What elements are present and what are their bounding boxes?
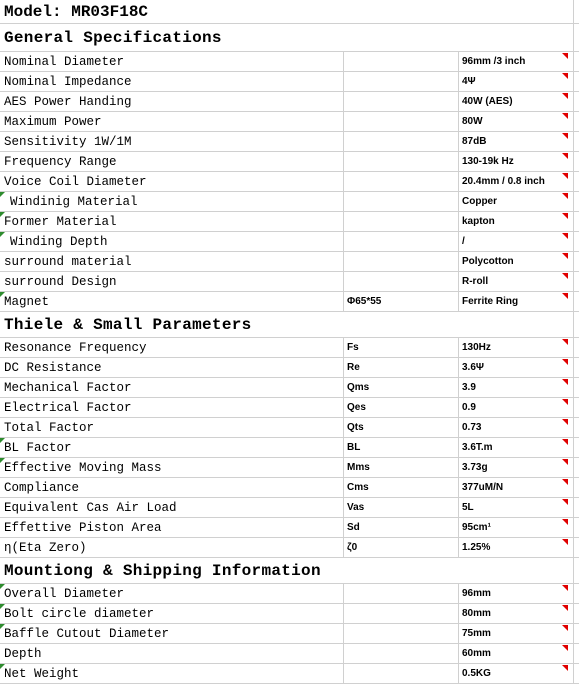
comment-marker-green-icon: [0, 232, 5, 237]
param-label: Resonance Frequency: [0, 338, 344, 357]
param-value: 60mm: [459, 644, 574, 663]
param-label: Maximum Power: [0, 112, 344, 131]
section-title: Mountiong & Shipping Information: [0, 558, 574, 583]
param-symbol: [344, 112, 459, 131]
comment-marker-red-icon: [562, 479, 568, 485]
comment-marker-red-icon: [562, 499, 568, 505]
param-symbol: [344, 232, 459, 251]
param-label: Total Factor: [0, 418, 344, 437]
param-value: 0.9: [459, 398, 574, 417]
param-label: AES Power Handing: [0, 92, 344, 111]
param-label: Electrical Factor: [0, 398, 344, 417]
param-symbol: Vas: [344, 498, 459, 517]
comment-marker-red-icon: [562, 339, 568, 345]
param-label: DC Resistance: [0, 358, 344, 377]
param-symbol: Sd: [344, 518, 459, 537]
param-value: 3.6Ψ: [459, 358, 574, 377]
section-header: [0, 558, 579, 584]
comment-marker-red-icon: [562, 645, 568, 651]
param-value: 3.9: [459, 378, 574, 397]
comment-marker-red-icon: [562, 293, 568, 299]
section-header: [0, 24, 579, 52]
comment-marker-red-icon: [562, 213, 568, 219]
param-value: 0.5KG: [459, 664, 574, 683]
table-row: [0, 584, 579, 604]
comment-marker-green-icon: [0, 664, 5, 669]
comment-marker-green-icon: [0, 438, 5, 443]
param-symbol: ζ0: [344, 538, 459, 557]
table-row: [0, 172, 579, 192]
param-symbol: [344, 624, 459, 643]
param-label: surround Design: [0, 272, 344, 291]
comment-marker-red-icon: [562, 665, 568, 671]
param-label: Depth: [0, 644, 344, 663]
param-value: 40W (AES): [459, 92, 574, 111]
param-value: 96mm /3 inch: [459, 52, 574, 71]
param-label: Winding Depth: [0, 232, 344, 251]
param-symbol: [344, 172, 459, 191]
model-title: Model: MR03F18C: [0, 0, 574, 23]
param-symbol: Cms: [344, 478, 459, 497]
table-row: [0, 212, 579, 232]
param-label: Overall Diameter: [0, 584, 344, 603]
param-value: 87dB: [459, 132, 574, 151]
comment-marker-red-icon: [562, 193, 568, 199]
comment-marker-red-icon: [562, 459, 568, 465]
table-row: [0, 232, 579, 252]
param-label: Equivalent Cas Air Load: [0, 498, 344, 517]
param-symbol: [344, 604, 459, 623]
param-label: Mechanical Factor: [0, 378, 344, 397]
comment-marker-red-icon: [562, 605, 568, 611]
section-header: [0, 312, 579, 338]
table-row: [0, 92, 579, 112]
param-value: Ferrite Ring: [459, 292, 574, 311]
comment-marker-green-icon: [0, 212, 5, 217]
param-value: R-roll: [459, 272, 574, 291]
comment-marker-red-icon: [562, 273, 568, 279]
table-row: [0, 644, 579, 664]
param-symbol: [344, 644, 459, 663]
table-row: [0, 538, 579, 558]
table-row: [0, 192, 579, 212]
param-symbol: [344, 152, 459, 171]
param-symbol: [344, 72, 459, 91]
section-title: Thiele & Small Parameters: [0, 312, 574, 337]
param-symbol: Qts: [344, 418, 459, 437]
table-row: [0, 252, 579, 272]
comment-marker-red-icon: [562, 539, 568, 545]
comment-marker-green-icon: [0, 604, 5, 609]
table-row: [0, 338, 579, 358]
param-value: 130-19k Hz: [459, 152, 574, 171]
table-row: [0, 438, 579, 458]
comment-marker-red-icon: [562, 253, 568, 259]
comment-marker-red-icon: [562, 233, 568, 239]
param-label: Voice Coil Diameter: [0, 172, 344, 191]
param-value: 80W: [459, 112, 574, 131]
param-symbol: Re: [344, 358, 459, 377]
table-row: [0, 498, 579, 518]
table-row: [0, 272, 579, 292]
param-label: Windinig Material: [0, 192, 344, 211]
comment-marker-red-icon: [562, 625, 568, 631]
comment-marker-red-icon: [562, 379, 568, 385]
param-symbol: Mms: [344, 458, 459, 477]
comment-marker-red-icon: [562, 439, 568, 445]
comment-marker-green-icon: [0, 624, 5, 629]
param-label: Former Material: [0, 212, 344, 231]
param-symbol: [344, 252, 459, 271]
param-value: 130Hz: [459, 338, 574, 357]
param-label: Compliance: [0, 478, 344, 497]
param-symbol: Φ65*55: [344, 292, 459, 311]
param-value: 75mm: [459, 624, 574, 643]
param-symbol: Qms: [344, 378, 459, 397]
param-value: 1.25%: [459, 538, 574, 557]
param-value: 0.73: [459, 418, 574, 437]
table-row: [0, 478, 579, 498]
comment-marker-red-icon: [562, 399, 568, 405]
table-row: [0, 292, 579, 312]
comment-marker-red-icon: [562, 419, 568, 425]
comment-marker-red-icon: [562, 133, 568, 139]
param-value: 80mm: [459, 604, 574, 623]
table-row: [0, 624, 579, 644]
comment-marker-green-icon: [0, 458, 5, 463]
param-label: Frequency Range: [0, 152, 344, 171]
comment-marker-green-icon: [0, 292, 5, 297]
param-label: η(Eta Zero): [0, 538, 344, 557]
comment-marker-red-icon: [562, 93, 568, 99]
table-row: [0, 52, 579, 72]
param-value: 96mm: [459, 584, 574, 603]
param-value: 377uM/N: [459, 478, 574, 497]
model-title-row: [0, 0, 579, 24]
param-value: 5L: [459, 498, 574, 517]
comment-marker-red-icon: [562, 53, 568, 59]
param-value: Copper: [459, 192, 574, 211]
param-symbol: [344, 52, 459, 71]
param-label: Effettive Piston Area: [0, 518, 344, 537]
param-symbol: BL: [344, 438, 459, 457]
param-value: 20.4mm / 0.8 inch: [459, 172, 574, 191]
param-symbol: [344, 192, 459, 211]
param-label: Sensitivity 1W/1M: [0, 132, 344, 151]
param-symbol: [344, 132, 459, 151]
param-label: BL Factor: [0, 438, 344, 457]
table-row: [0, 72, 579, 92]
param-symbol: Qes: [344, 398, 459, 417]
comment-marker-red-icon: [562, 585, 568, 591]
comment-marker-green-icon: [0, 584, 5, 589]
param-value: 4Ψ: [459, 72, 574, 91]
comment-marker-green-icon: [0, 192, 5, 197]
param-value: /: [459, 232, 574, 251]
table-row: [0, 132, 579, 152]
comment-marker-red-icon: [562, 153, 568, 159]
table-row: [0, 604, 579, 624]
table-row: [0, 358, 579, 378]
comment-marker-red-icon: [562, 73, 568, 79]
comment-marker-red-icon: [562, 519, 568, 525]
comment-marker-red-icon: [562, 359, 568, 365]
param-label: Bolt circle diameter: [0, 604, 344, 623]
param-symbol: [344, 584, 459, 603]
param-label: Nominal Diameter: [0, 52, 344, 71]
comment-marker-red-icon: [562, 113, 568, 119]
param-label: Magnet: [0, 292, 344, 311]
table-row: [0, 418, 579, 438]
param-symbol: [344, 664, 459, 683]
table-row: [0, 398, 579, 418]
param-label: Nominal Impedance: [0, 72, 344, 91]
table-row: [0, 664, 579, 684]
param-symbol: [344, 212, 459, 231]
param-symbol: [344, 272, 459, 291]
param-label: Net Weight: [0, 664, 344, 683]
param-label: Baffle Cutout Diameter: [0, 624, 344, 643]
param-label: Effective Moving Mass: [0, 458, 344, 477]
comment-marker-red-icon: [562, 173, 568, 179]
param-value: 95cm¹: [459, 518, 574, 537]
param-value: Polycotton: [459, 252, 574, 271]
table-row: [0, 458, 579, 478]
param-symbol: [344, 92, 459, 111]
param-label: surround material: [0, 252, 344, 271]
param-value: 3.6T.m: [459, 438, 574, 457]
section-title: General Specifications: [0, 24, 574, 51]
param-symbol: Fs: [344, 338, 459, 357]
param-value: kapton: [459, 212, 574, 231]
param-value: 3.73g: [459, 458, 574, 477]
table-row: [0, 152, 579, 172]
table-row: [0, 378, 579, 398]
table-row: [0, 518, 579, 538]
table-row: [0, 112, 579, 132]
